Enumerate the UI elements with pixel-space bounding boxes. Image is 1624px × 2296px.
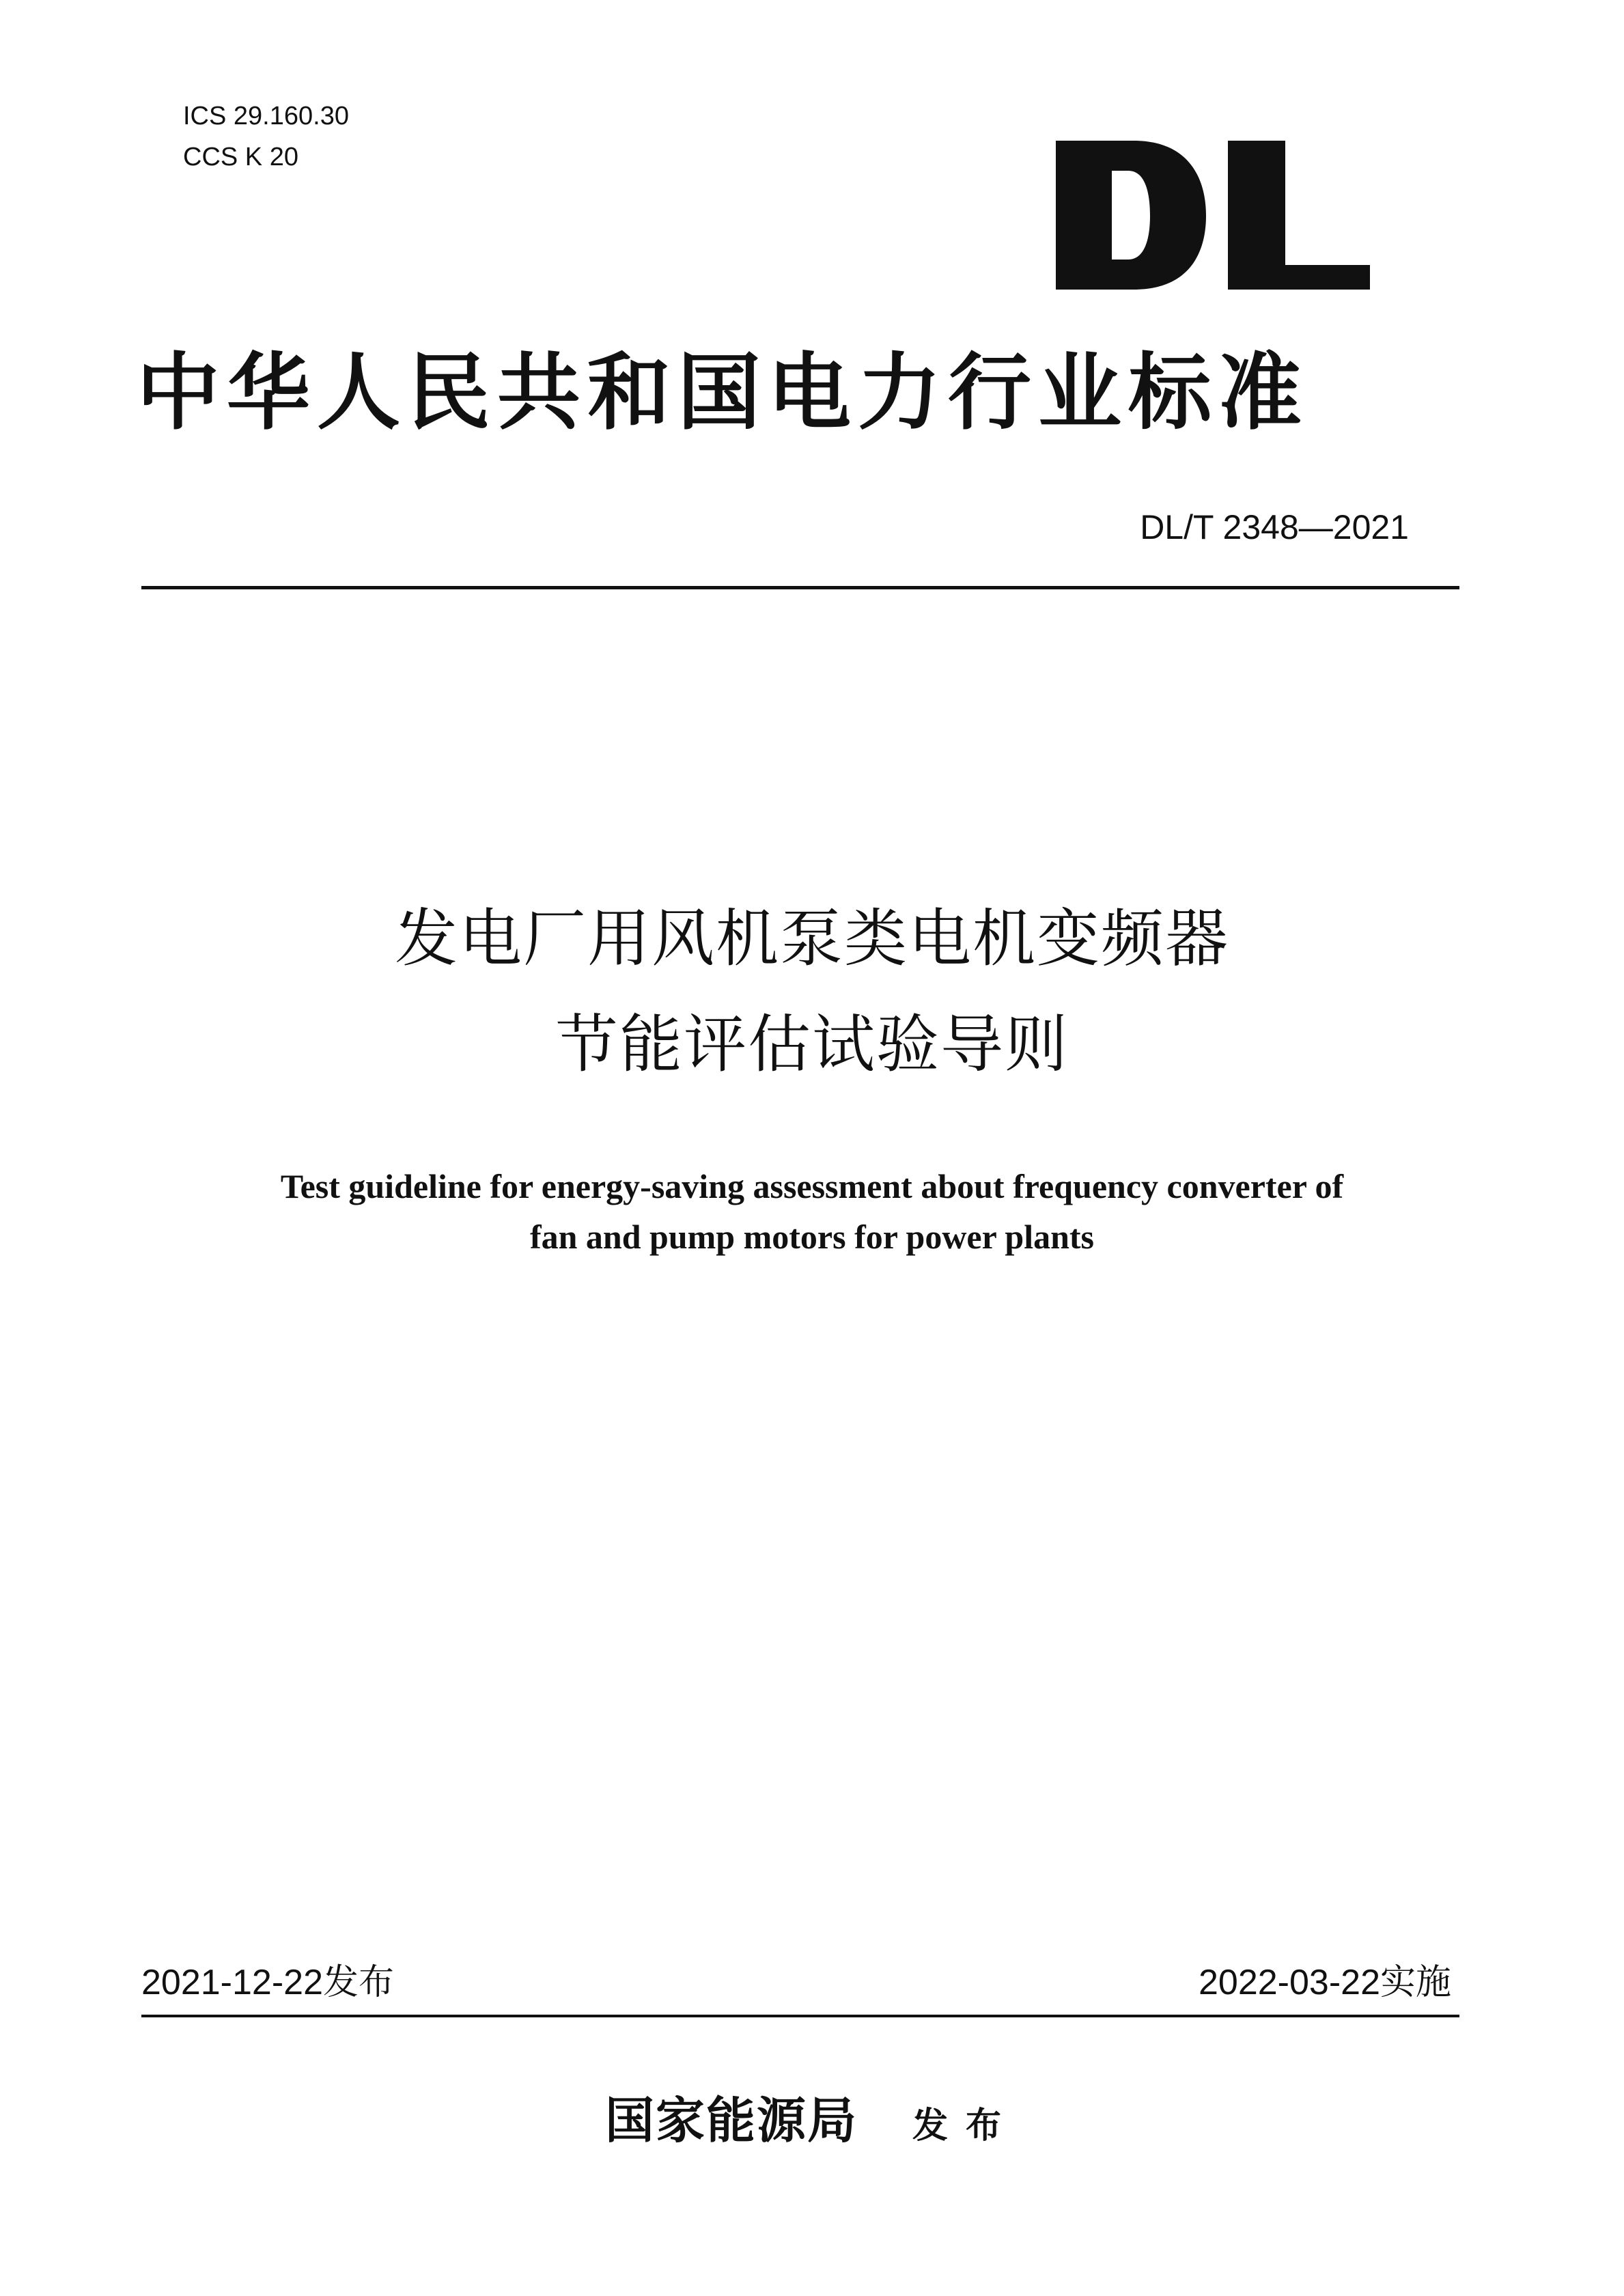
ccs-code: CCS K 20 <box>183 143 298 171</box>
effective-date: 2022-03-22实施 <box>1199 1963 1451 2002</box>
issuing-body-title: 中华人民共和国电力行业标准 <box>137 344 1308 441</box>
bottom-divider <box>141 2015 1459 2017</box>
english-title-line-1: Test guideline for energy-saving assessment about frequency converter of <box>280 1167 1344 1205</box>
english-title-line-2: fan and pump motors for power plants <box>529 1218 1095 1256</box>
issue-date: 2021-12-22发布 <box>141 1963 394 2002</box>
dl-logo <box>1052 137 1373 294</box>
ics-code: ICS 29.160.30 <box>183 102 349 130</box>
chinese-title-line-1: 发电厂用风机泵类电机变频器 <box>394 902 1229 975</box>
top-divider <box>141 586 1459 589</box>
publisher-name: 国家能源局 <box>604 2092 858 2149</box>
publish-label: 发布 <box>912 2105 1020 2146</box>
chinese-title-line-2: 节能评估试验导则 <box>555 1008 1069 1081</box>
classification-codes <box>183 96 349 178</box>
publisher-line <box>0 2086 1624 2169</box>
standard-number: DL/T 2348—2021 <box>1140 508 1409 546</box>
